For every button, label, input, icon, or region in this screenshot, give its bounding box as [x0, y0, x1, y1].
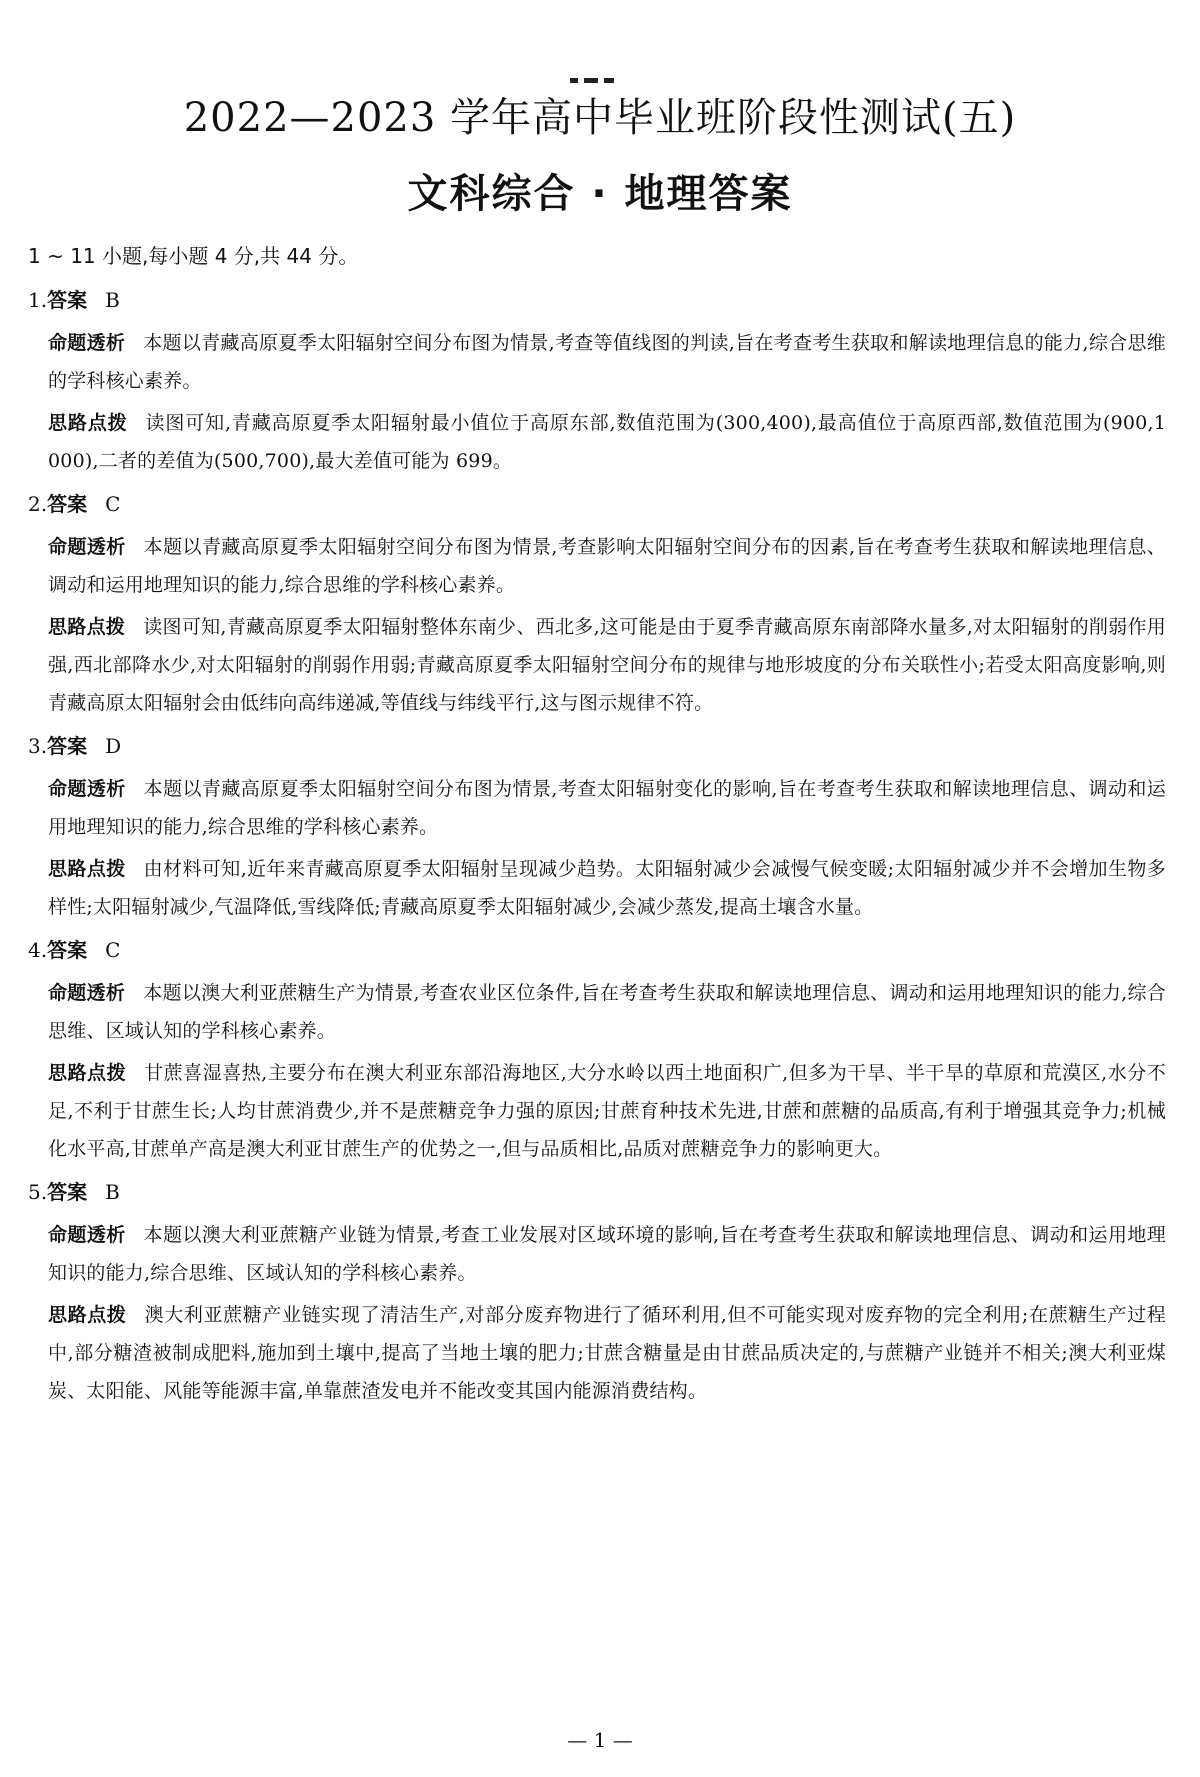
analysis-paragraph — [28, 1216, 1166, 1292]
answer-value: C — [105, 938, 121, 962]
analysis-text: 本题以青藏高原夏季太阳辐射空间分布图为情景,考查太阳辐射变化的影响,旨在考查考生获取和解读地理信息、调动和运用地理知识的能力,综合思维的学科核心素养。 — [48, 778, 1166, 838]
question-item — [28, 932, 1166, 1168]
answer-value: D — [105, 734, 122, 758]
analysis-label: 命题透析 — [48, 778, 126, 800]
analysis-label: 命题透析 — [48, 332, 126, 354]
analysis-paragraph — [28, 770, 1166, 846]
scoring-intro: 1 ~ 11 小题,每小题 4 分,共 44 分。 — [28, 244, 359, 268]
hint-text: 读图可知,青藏高原夏季太阳辐射最小值位于高原东部,数值范围为(300,400),最高值位于高原西部,数值范围为(900,1 000),二者的差值为(500,700),最大差值可能为 699。 — [48, 412, 1166, 472]
analysis-paragraph — [28, 528, 1166, 604]
analysis-text: 本题以澳大利亚蔗糖产业链为情景,考查工业发展对区域环境的影响,旨在考查考生获取和解读地理信息、调动和运用地理知识的能力,综合思维、区域认知的学科核心素养。 — [48, 1224, 1166, 1284]
answer-content — [28, 238, 1166, 1416]
analysis-text: 本题以澳大利亚蔗糖生产为情景,考查农业区位条件,旨在考查考生获取和解读地理信息、调动和运用地理知识的能力,综合思维、区域认知的学科核心素养。 — [48, 982, 1166, 1042]
question-answer-line — [28, 932, 1166, 968]
answer-label: 答案 — [47, 288, 88, 312]
hint-label: 思路点拨 — [48, 1304, 127, 1326]
page-title: 2022—2023 学年高中毕业班阶段性测试(五) — [183, 95, 1017, 141]
hint-text: 澳大利亚蔗糖产业链实现了清洁生产,对部分废弃物进行了循环利用,但不可能实现对废弃物的完全利用;在蔗糖生产过程中,部分糖渣被制成肥料,施加到土壤中,提高了当地土壤的肥力;甘蔗含糖量是由甘蔗品质决定的,与蔗糖产业链并不相关;澳大利亚煤炭、太阳能、风能等能源丰富,单靠蔗渣发电并不能改变其国内能源消费结构。 — [48, 1304, 1166, 1402]
question-number: 3. — [28, 734, 48, 758]
question-number: 2. — [28, 492, 48, 516]
answer-label: 答案 — [47, 734, 88, 758]
question-item — [28, 282, 1166, 480]
analysis-label: 命题透析 — [48, 982, 126, 1004]
question-item — [28, 486, 1166, 722]
hint-label: 思路点拨 — [48, 1062, 127, 1084]
scan-mark — [570, 70, 636, 80]
page-number: — 1 — — [567, 1728, 633, 1752]
hint-label: 思路点拨 — [48, 412, 128, 434]
hint-paragraph — [28, 850, 1166, 926]
question-number: 1. — [28, 288, 48, 312]
question-answer-line — [28, 728, 1166, 764]
analysis-text: 本题以青藏高原夏季太阳辐射空间分布图为情景,考查等值线图的判读,旨在考查考生获取和解读地理信息的能力,综合思维的学科核心素养。 — [48, 332, 1166, 392]
hint-paragraph — [28, 404, 1166, 480]
answer-label: 答案 — [47, 938, 88, 962]
answer-label: 答案 — [47, 492, 88, 516]
question-number: 4. — [28, 938, 48, 962]
question-item — [28, 728, 1166, 926]
hint-label: 思路点拨 — [48, 858, 126, 880]
question-answer-line — [28, 1174, 1166, 1210]
question-answer-line — [28, 486, 1166, 522]
page-subtitle: 文科综合 · 地理答案 — [407, 171, 793, 217]
hint-paragraph — [28, 1054, 1166, 1168]
answer-label: 答案 — [47, 1180, 88, 1204]
analysis-label: 命题透析 — [48, 536, 126, 558]
analysis-label: 命题透析 — [48, 1224, 126, 1246]
answer-value: C — [105, 492, 121, 516]
hint-paragraph — [28, 1296, 1166, 1410]
question-number: 5. — [28, 1180, 48, 1204]
analysis-text: 本题以青藏高原夏季太阳辐射空间分布图为情景,考查影响太阳辐射空间分布的因素,旨在考查考生获取和解读地理信息、调动和运用地理知识的能力,综合思维的学科核心素养。 — [48, 536, 1166, 596]
analysis-paragraph — [28, 324, 1166, 400]
hint-text: 读图可知,青藏高原夏季太阳辐射整体东南少、西北多,这可能是由于夏季青藏高原东南部降水量多,对太阳辐射的削弱作用强,西北部降水少,对太阳辐射的削弱作用弱;青藏高原夏季太阳辐射空间分布的规律与地形坡度的分布关联性小;若受太阳高度影响,则青藏高原太阳辐射会由低纬向高纬递减,等值线与纬线平行,这与图示规律不符。 — [48, 616, 1166, 714]
answer-value: B — [105, 288, 120, 312]
hint-text: 甘蔗喜湿喜热,主要分布在澳大利亚东部沿海地区,大分水岭以西土地面积广,但多为干旱、半干旱的草原和荒漠区,水分不足,不利于甘蔗生长;人均甘蔗消费少,并不是蔗糖竞争力强的原因;甘蔗育种技术先进,甘蔗和蔗糖的品质高,有利于增强其竞争力;机械化水平高,甘蔗单产高是澳大利亚甘蔗生产的优势之一,但与品质相比,品质对蔗糖竞争力的影响更大。 — [48, 1062, 1166, 1160]
answer-value: B — [105, 1180, 120, 1204]
hint-paragraph — [28, 608, 1166, 722]
question-item — [28, 1174, 1166, 1410]
analysis-paragraph — [28, 974, 1166, 1050]
hint-text: 由材料可知,近年来青藏高原夏季太阳辐射呈现减少趋势。太阳辐射减少会减慢气候变暖;太阳辐射减少并不会增加生物多样性;太阳辐射减少,气温降低,雪线降低;青藏高原夏季太阳辐射减少,会减少蒸发,提高土壤含水量。 — [48, 858, 1166, 918]
hint-label: 思路点拨 — [48, 616, 126, 638]
question-answer-line — [28, 282, 1166, 318]
